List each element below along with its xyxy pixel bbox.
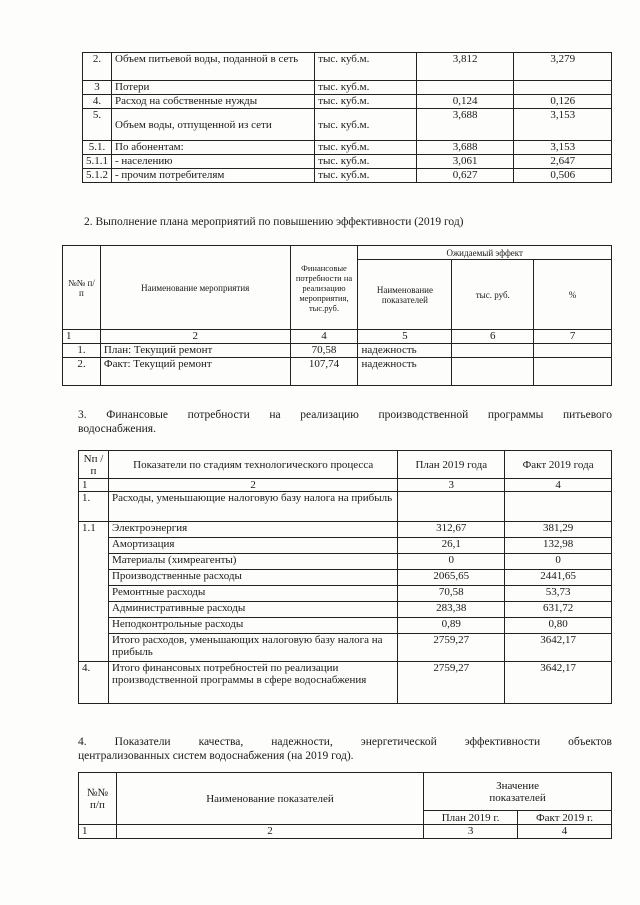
row-finance: 107,74 [290,358,358,386]
item-name: Амортизация [108,538,397,554]
item-plan: 26,1 [398,538,505,554]
row-name: Факт: Текущий ремонт [100,358,290,386]
item-name: Ремонтные расходы [108,586,397,602]
item-name: Материалы (химреагенты) [108,554,397,570]
item-fact: 53,73 [505,586,612,602]
header-finance: Финансовые потребности на реализацию мероприятия, тыс.руб. [290,246,358,330]
column-number: 2 [100,330,290,344]
row-rub [452,344,534,358]
column-number: 1 [79,479,109,492]
item-plan: 283,38 [398,602,505,618]
group-num: 1.1 [79,522,109,662]
quality-indicators-table [78,772,612,839]
column-number: 1 [63,330,101,344]
item-fact: 0 [505,554,612,570]
row-unit: тыс. куб.м. [315,53,417,81]
header-fact: Факт 2019 года [505,451,612,479]
column-number: 4 [518,825,612,839]
table-row [79,570,612,586]
column-number: 2 [116,825,423,839]
item-plan: 2759,27 [398,634,505,662]
row-plan: 3,688 [416,109,514,141]
header-indicator: Наименование показателей [358,260,452,330]
row1-name: Расходы, уменьшающие налоговую базу налога на прибыль [108,492,397,522]
table-row [83,169,612,183]
header-effect: Ожидаемый эффект [358,246,612,260]
row-pct [534,344,612,358]
row-num: 5. [83,109,112,141]
item-name: Итого расходов, уменьшающих налоговую базу налога на прибыль [108,634,397,662]
column-number: 4 [290,330,358,344]
row-plan: 0,627 [416,169,514,183]
item-fact: 3642,17 [505,634,612,662]
item-name: Неподконтрольные расходы [108,618,397,634]
item-plan: 0 [398,554,505,570]
item-plan: 70,58 [398,586,505,602]
row-name: Потери [112,81,315,95]
column-number: 4 [505,479,612,492]
row-num: 5.1.1 [83,155,112,169]
header-num: №№ п/п [79,773,117,825]
row-unit: тыс. куб.м. [315,109,417,141]
row-num: 5.1. [83,141,112,155]
row-name: По абонентам: [112,141,315,155]
header-plan: План 2019 года [398,451,505,479]
header-name: Наименование мероприятия [100,246,290,330]
row-num: 1. [63,344,101,358]
row1-num: 1. [79,492,109,522]
row4-num: 4. [79,662,109,704]
row4-plan: 2759,27 [398,662,505,704]
column-number: 3 [398,479,505,492]
header-num: Nп /п [79,451,109,479]
column-number: 7 [534,330,612,344]
row-pct [534,358,612,386]
header-rub: тыс. руб. [452,260,534,330]
table-row [79,522,612,538]
header-name: Показатели по стадиям технологического процесса [108,451,397,479]
row-rub [452,358,534,386]
row-num: 4. [83,95,112,109]
row-num: 2. [83,53,112,81]
header-name: Наименование показателей [116,773,423,825]
row-name: - прочим потребителям [112,169,315,183]
row-fact: 3,279 [514,53,612,81]
table-row [63,358,612,386]
item-fact: 2441,65 [505,570,612,586]
row-fact: 3,153 [514,109,612,141]
header-value: Значение показателей [424,773,612,811]
row4-name: Итого финансовых потребностей по реализации производственной программы в сфере водоснабжения [108,662,397,704]
row-name: План: Текущий ремонт [100,344,290,358]
row-name: Объем воды, отпущенной из сети [112,109,315,141]
item-plan: 2065,65 [398,570,505,586]
header-plan: План 2019 г. [424,811,518,825]
row-plan: 0,124 [416,95,514,109]
row-indicator: надежность [358,358,452,386]
section4-heading-line2: централизованных систем водоснабжения (на 2019 год). [78,750,354,762]
table-row [79,618,612,634]
row-plan: 3,061 [416,155,514,169]
item-name: Производственные расходы [108,570,397,586]
table-row [83,81,612,95]
item-name: Административные расходы [108,602,397,618]
column-number: 5 [358,330,452,344]
row-unit: тыс. куб.м. [315,169,417,183]
section4-heading-line1: 4. Показатели качества, надежности, энергетической эффективности объектов [78,736,612,748]
column-number: 2 [108,479,397,492]
column-number: 3 [424,825,518,839]
table-row [83,155,612,169]
row-fact: 0,126 [514,95,612,109]
section3-heading-line1: 3. Финансовые потребности на реализацию производственной программы питьевого [78,409,612,421]
header-fact: Факт 2019 г. [518,811,612,825]
row-unit: тыс. куб.м. [315,95,417,109]
table-row [79,554,612,570]
item-fact: 0,80 [505,618,612,634]
row-finance: 70,58 [290,344,358,358]
row-unit: тыс. куб.м. [315,141,417,155]
row-unit: тыс. куб.м. [315,155,417,169]
row-num: 5.1.2 [83,169,112,183]
item-name: Электроэнергия [108,522,397,538]
table-row [83,53,612,81]
header-pct: % [534,260,612,330]
row-fact [514,81,612,95]
row-name: Объем питьевой воды, поданной в сеть [112,53,315,81]
table-row [79,586,612,602]
item-plan: 0,89 [398,618,505,634]
column-number: 1 [79,825,117,839]
row-plan [416,81,514,95]
row-unit: тыс. куб.м. [315,81,417,95]
row-num: 3 [83,81,112,95]
row1-fact [505,492,612,522]
row-fact: 0,506 [514,169,612,183]
table-row [79,634,612,662]
section3-heading-line2: водоснабжения. [78,423,156,435]
row-indicator: надежность [358,344,452,358]
row-fact: 3,153 [514,141,612,155]
financial-needs-table [78,450,612,704]
row-name: Расход на собственные нужды [112,95,315,109]
section2-heading: 2. Выполнение плана мероприятий по повышению эффективности (2019 год) [84,216,464,228]
item-fact: 381,29 [505,522,612,538]
table-row [79,538,612,554]
water-volume-table [82,52,612,183]
header-num: №№ п/п [63,246,101,330]
item-plan: 312,67 [398,522,505,538]
column-number: 6 [452,330,534,344]
row-name: - населению [112,155,315,169]
row-num: 2. [63,358,101,386]
row-fact: 2,647 [514,155,612,169]
table-row [79,602,612,618]
item-fact: 132,98 [505,538,612,554]
row4-fact: 3642,17 [505,662,612,704]
item-fact: 631,72 [505,602,612,618]
row-plan: 3,812 [416,53,514,81]
table-row [83,109,612,141]
row-plan: 3,688 [416,141,514,155]
row1-plan [398,492,505,522]
efficiency-table [62,245,612,386]
table-row [83,141,612,155]
table-row [63,344,612,358]
table-row [83,95,612,109]
